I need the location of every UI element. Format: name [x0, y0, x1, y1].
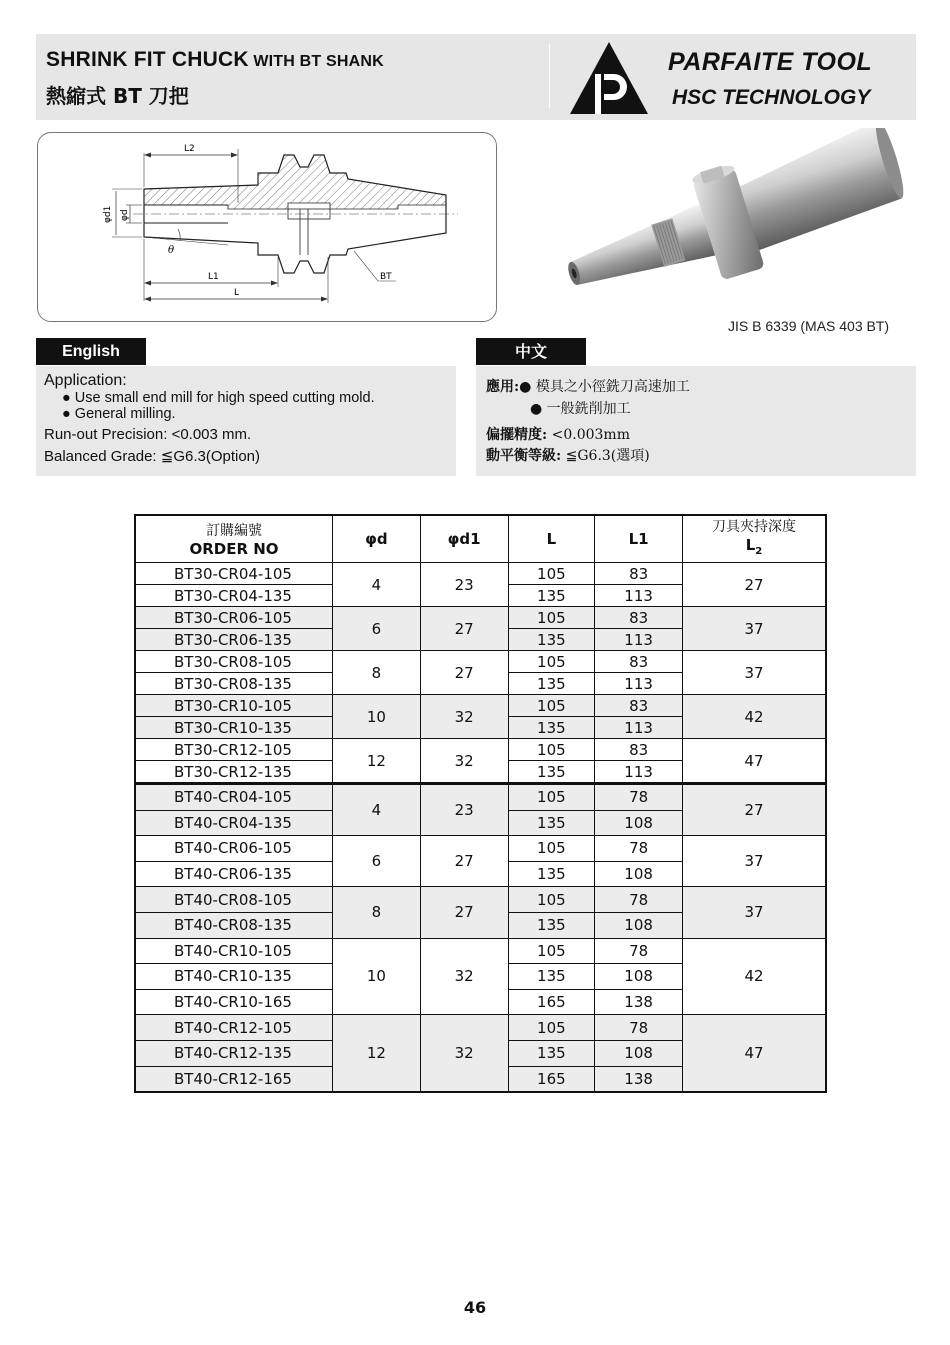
application-label-en: Application:: [44, 372, 127, 389]
l-cell: 105: [508, 739, 595, 761]
dim-label-l1: L1: [208, 272, 219, 282]
dim-label-l2: L2: [184, 144, 195, 154]
clamping-depth-cell: 42: [683, 938, 827, 1015]
table-row: [135, 607, 826, 629]
phi-d-cell: 6: [333, 836, 421, 887]
phi-d1-cell: 23: [420, 784, 508, 836]
order-no-cell: BT30-CR10-105: [135, 695, 333, 717]
runout-precision-zh: 偏擺精度: <0.003mm: [486, 427, 630, 443]
table-row: [135, 739, 826, 761]
l-cell: 135: [508, 810, 595, 836]
clamping-depth-cell: 37: [683, 887, 827, 938]
l-cell: 105: [508, 784, 595, 811]
table-row: [135, 784, 826, 811]
clamping-depth-cell: 37: [683, 651, 827, 695]
phi-d-cell: 8: [333, 887, 421, 938]
phi-d1-cell: 32: [420, 1015, 508, 1092]
phi-d-cell: 10: [333, 695, 421, 739]
order-no-cell: BT40-CR08-135: [135, 912, 333, 938]
phi-d-cell: 4: [333, 784, 421, 836]
dim-label-theta: θ: [168, 245, 175, 256]
table-row: [135, 563, 826, 585]
l-cell: 105: [508, 1015, 595, 1041]
application-line-zh: 應用:● 模具之小徑銑刀高速加工: [486, 379, 690, 395]
balanced-grade-en: Balanced Grade: ≦G6.3(Option): [44, 448, 261, 465]
clamping-depth-cell: 37: [683, 607, 827, 651]
order-no-cell: BT30-CR08-135: [135, 673, 333, 695]
l1-cell: 78: [595, 938, 683, 964]
l1-cell: 138: [595, 1066, 683, 1092]
l-cell: 165: [508, 989, 595, 1015]
header-l1: L1: [595, 515, 683, 563]
table-row: [135, 651, 826, 673]
l-cell: 165: [508, 1066, 595, 1092]
l1-cell: 108: [595, 1040, 683, 1066]
table-row: [135, 938, 826, 964]
table-row: [135, 1015, 826, 1041]
l1-cell: 108: [595, 810, 683, 836]
l1-cell: 78: [595, 1015, 683, 1041]
l1-cell: 108: [595, 912, 683, 938]
order-no-cell: BT30-CR12-105: [135, 739, 333, 761]
l-cell: 135: [508, 1040, 595, 1066]
l-cell: 105: [508, 938, 595, 964]
tab-english: English: [36, 338, 146, 365]
table-row: [135, 887, 826, 913]
english-description-panel: [36, 366, 456, 476]
application-item-en: ● Use small end mill for high speed cutting mold.: [62, 390, 375, 406]
product-title-en: SHRINK FIT CHUCK WITH BT SHANK: [46, 48, 384, 71]
header-banner: [36, 34, 916, 120]
phi-d1-cell: 32: [420, 695, 508, 739]
product-photo: [555, 128, 915, 308]
l-cell: 105: [508, 887, 595, 913]
phi-d1-cell: 32: [420, 938, 508, 1015]
l1-cell: 113: [595, 585, 683, 607]
dim-label-l: L: [234, 288, 240, 298]
l1-cell: 83: [595, 739, 683, 761]
standard-reference: JIS B 6339 (MAS 403 BT): [728, 318, 890, 334]
order-no-cell: BT30-CR12-135: [135, 761, 333, 784]
phi-d1-cell: 27: [420, 836, 508, 887]
l-cell: 135: [508, 585, 595, 607]
phi-d-cell: 10: [333, 938, 421, 1015]
clamping-depth-cell: 42: [683, 695, 827, 739]
order-no-cell: BT30-CR08-105: [135, 651, 333, 673]
order-no-cell: BT40-CR10-135: [135, 964, 333, 990]
chinese-description-panel: [476, 366, 916, 476]
l1-cell: 138: [595, 989, 683, 1015]
phi-d-cell: 12: [333, 739, 421, 784]
order-no-cell: BT40-CR12-165: [135, 1066, 333, 1092]
brand-name: PARFAITE TOOL: [668, 48, 873, 76]
l1-cell: 83: [595, 695, 683, 717]
parfaite-logo: [568, 40, 650, 116]
clamping-depth-cell: 27: [683, 784, 827, 836]
phi-d1-cell: 23: [420, 563, 508, 607]
runout-precision-en: Run-out Precision: <0.003 mm.: [44, 426, 252, 443]
l1-cell: 113: [595, 717, 683, 739]
l1-cell: 83: [595, 607, 683, 629]
header-phi-d1: φd1: [420, 515, 508, 563]
phi-d-cell: 6: [333, 607, 421, 651]
order-no-cell: BT40-CR12-135: [135, 1040, 333, 1066]
header-order-no: 訂購編號 ORDER NO: [135, 515, 333, 563]
l1-cell: 113: [595, 629, 683, 651]
l1-cell: 78: [595, 836, 683, 862]
order-no-cell: BT40-CR04-105: [135, 784, 333, 811]
order-no-cell: BT30-CR06-105: [135, 607, 333, 629]
l-cell: 105: [508, 651, 595, 673]
table-row: [135, 836, 826, 862]
l1-cell: 78: [595, 887, 683, 913]
l-cell: 135: [508, 964, 595, 990]
phi-d1-cell: 27: [420, 887, 508, 938]
application-item-en: ● General milling.: [62, 406, 176, 422]
l1-cell: 113: [595, 761, 683, 784]
l-cell: 135: [508, 861, 595, 887]
l-cell: 135: [508, 912, 595, 938]
clamping-depth-cell: 47: [683, 739, 827, 784]
phi-d1-cell: 32: [420, 739, 508, 784]
tab-chinese: 中文: [476, 338, 586, 365]
l-cell: 135: [508, 761, 595, 784]
phi-d-cell: 4: [333, 563, 421, 607]
header-clamping-depth: 刀具夾持深度 $L_2$: [683, 515, 827, 563]
order-no-cell: BT40-CR10-165: [135, 989, 333, 1015]
l-cell: 135: [508, 673, 595, 695]
clamping-depth-cell: 47: [683, 1015, 827, 1092]
l1-cell: 108: [595, 861, 683, 887]
order-no-cell: BT30-CR10-135: [135, 717, 333, 739]
phi-d1-cell: 27: [420, 607, 508, 651]
l1-cell: 83: [595, 651, 683, 673]
l-cell: 105: [508, 836, 595, 862]
order-no-cell: BT30-CR06-135: [135, 629, 333, 651]
order-no-cell: BT40-CR06-135: [135, 861, 333, 887]
drawing-svg: [38, 133, 496, 321]
l1-cell: 113: [595, 673, 683, 695]
l-cell: 135: [508, 629, 595, 651]
order-no-cell: BT40-CR06-105: [135, 836, 333, 862]
table-header-row: [135, 515, 826, 563]
l1-cell: 78: [595, 784, 683, 811]
l-cell: 105: [508, 607, 595, 629]
order-no-cell: BT40-CR12-105: [135, 1015, 333, 1041]
l1-cell: 83: [595, 563, 683, 585]
dim-label-bt: BT: [380, 272, 392, 282]
clamping-depth-cell: 27: [683, 563, 827, 607]
technical-drawing: [37, 132, 497, 322]
order-no-cell: BT40-CR10-105: [135, 938, 333, 964]
l-cell: 135: [508, 717, 595, 739]
order-no-cell: BT40-CR08-105: [135, 887, 333, 913]
brand-subtitle: HSC TECHNOLOGY: [672, 86, 871, 109]
l1-cell: 108: [595, 964, 683, 990]
phi-d1-cell: 27: [420, 651, 508, 695]
product-title-zh: 熱縮式 BT 刀把: [46, 84, 189, 108]
phi-d-cell: 12: [333, 1015, 421, 1092]
application-item-zh: ● 一般銑削加工: [530, 401, 631, 417]
order-no-cell: BT30-CR04-135: [135, 585, 333, 607]
table-body: [135, 563, 826, 1093]
header-phi-d: φd: [333, 515, 421, 563]
page-number: 46: [463, 1298, 487, 1317]
clamping-depth-cell: 37: [683, 836, 827, 887]
order-no-cell: BT40-CR04-135: [135, 810, 333, 836]
order-no-cell: BT30-CR04-105: [135, 563, 333, 585]
header-divider: [549, 44, 550, 108]
dim-label-phi-d: φd: [120, 209, 130, 221]
l-cell: 105: [508, 563, 595, 585]
l-cell: 105: [508, 695, 595, 717]
table-row: [135, 695, 826, 717]
dim-label-phi-d1: φd1: [103, 205, 113, 223]
header-l: L: [508, 515, 595, 563]
spec-table: [134, 514, 827, 1093]
phi-d-cell: 8: [333, 651, 421, 695]
balanced-grade-zh: 動平衡等級: ≦G6.3(選項): [486, 448, 650, 464]
